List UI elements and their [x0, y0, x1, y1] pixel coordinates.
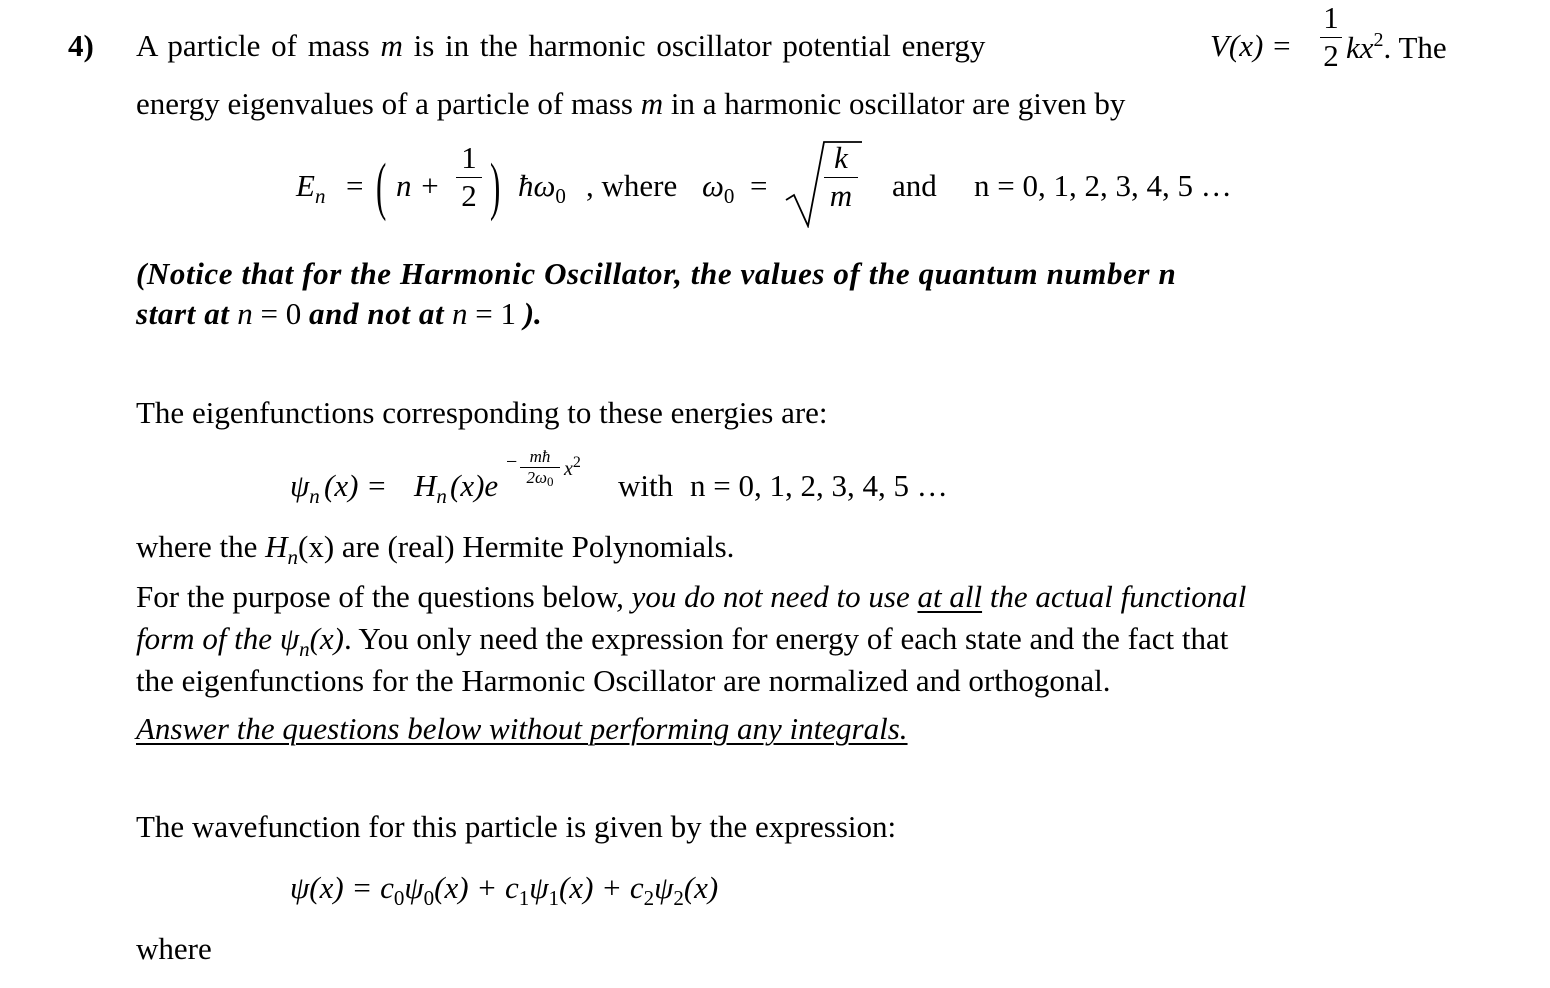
hermite-H-sub: n: [287, 545, 298, 569]
eigen-H-arg: (x)e: [450, 468, 499, 503]
exp-den: [520, 469, 560, 489]
hbar-omega: [518, 170, 566, 207]
potential-lhs: V(x) =: [1210, 28, 1293, 63]
omega0-sub: 0: [723, 184, 735, 208]
eigen-psi-sub: n: [309, 484, 320, 508]
potential-kx: kx: [1346, 30, 1374, 65]
notice-line-1: (Notice that for the Harmonic Oscillator, the values of the quantum number n: [136, 256, 1177, 291]
purpose-line-1: [136, 581, 1246, 612]
eigen-H-symbol: H: [414, 468, 437, 503]
hermite-H-symbol: H: [265, 529, 288, 564]
wf-t0: (x) +: [434, 870, 498, 905]
wf-c0-symbol: c: [380, 870, 394, 905]
intro-text-b: is in the harmonic oscillator potential energy: [402, 28, 986, 63]
problem-number: 4): [68, 28, 94, 63]
wf-psi2-symbol: ψ: [654, 870, 674, 905]
mass-symbol-2: m: [640, 86, 664, 121]
hermite-line: [136, 531, 734, 568]
intro-line-2: [136, 88, 1125, 119]
potential-fraction: [1320, 2, 1342, 72]
intro-text-a: A particle of mass: [136, 28, 381, 63]
wf-c1: [504, 870, 530, 910]
purpose-l2-b: (x): [309, 621, 344, 656]
omega0-text: ω: [702, 168, 724, 203]
exp-x-text: x: [564, 458, 573, 480]
paren-close: ): [490, 148, 501, 223]
purpose-l2-c: . You only need the expression for energy of each state and the fact that: [343, 621, 1229, 656]
sqrt-num: k: [834, 140, 848, 175]
energy-n-values: n = 0, 1, 2, 3, 4, 5 …: [974, 168, 1232, 203]
eigen-psi: [290, 470, 320, 507]
wf-c2-sub: 2: [643, 886, 655, 910]
notice-close: ).: [523, 296, 542, 331]
notice-eq2: = 1: [475, 296, 516, 331]
eigen-with: with: [618, 468, 674, 503]
energy-lhs: [296, 170, 325, 207]
purpose-psi-symbol: ψ: [279, 621, 300, 656]
mass-symbol: m: [380, 28, 403, 63]
intro-line-1: [136, 30, 985, 61]
wf-c1-symbol: c: [504, 870, 519, 905]
intro2-text-b: in a harmonic oscillator are given by: [663, 86, 1126, 121]
purpose-at-all: at all: [917, 579, 983, 614]
and-text: and: [892, 168, 937, 203]
eigen-H-sub: n: [436, 484, 447, 508]
wf-psi1: [529, 870, 559, 910]
wavefunction-intro: The wavefunction for this particle is given by the expression:: [136, 809, 897, 844]
potential-frac-num: 1: [1323, 0, 1339, 35]
purpose-l1-c: the actual functional: [982, 579, 1247, 614]
exp-x: [564, 455, 581, 479]
wf-c2: [629, 870, 655, 910]
eigen-H: [414, 470, 447, 507]
wf-psi0: [404, 870, 435, 910]
energy-fraction: [456, 142, 482, 212]
sqrt-den: m: [829, 177, 853, 213]
wf-psi2: [654, 870, 684, 910]
exp-fraction: [520, 448, 560, 488]
wf-t1: (x) +: [558, 870, 623, 905]
paren-open: (: [376, 148, 387, 223]
eigen-equation: [290, 440, 1010, 508]
hermite-text-a: where the: [136, 529, 258, 564]
eigen-n-values: n = 0, 1, 2, 3, 4, 5 …: [690, 468, 948, 503]
wf-psi2-sub: 2: [673, 886, 684, 910]
notice-n1: n: [237, 296, 253, 331]
exp-minus: −: [506, 451, 518, 473]
intro2-text-a: energy eigenvalues of a particle of mass: [136, 86, 641, 121]
purpose-line-4: Answer the questions below without performing any integrals.: [136, 711, 908, 746]
hbar-omega-text: ħω: [518, 168, 556, 203]
omega0-symbol: [702, 170, 734, 207]
sqrt-fraction: [824, 142, 858, 212]
notice-n2: n: [451, 296, 468, 331]
energy-equation: [296, 136, 1296, 236]
potential-exponent: 2: [1373, 29, 1384, 51]
purpose-l2-a: form of the: [136, 621, 280, 656]
energy-frac-num: 1: [461, 140, 477, 175]
exp-x-pow: 2: [572, 454, 581, 471]
energy-n-plus: n +: [396, 168, 441, 203]
hermite-H: [265, 529, 298, 569]
wf-psi1-sub: 1: [548, 886, 559, 910]
notice-eq1: = 0: [260, 296, 302, 331]
potential-tail: [1346, 30, 1447, 63]
notice-and-not-at: and not at: [309, 296, 445, 331]
wf-arg: (x) =: [309, 870, 373, 905]
potential-after: . The: [1383, 30, 1447, 65]
purpose-l1-a: For the purpose of the questions below,: [136, 579, 632, 614]
where-label: where: [136, 931, 212, 966]
wavefunction-equation: [290, 872, 718, 909]
purpose-l1-b: you do not need to use: [631, 579, 918, 614]
omega-sub: 0: [555, 184, 566, 208]
wf-c0: [380, 870, 405, 910]
energy-equals-2: =: [750, 168, 768, 203]
notice-line-2: [136, 298, 542, 329]
wf-psi: ψ: [290, 870, 310, 905]
notice-start-at: start at: [136, 296, 230, 331]
purpose-line-3: the eigenfunctions for the Harmonic Oscillator are normalized and orthogonal.: [136, 663, 1111, 698]
eigen-psi-arg: (x) =: [324, 468, 388, 503]
where-text: , where: [586, 168, 678, 203]
wf-t2: (x): [683, 870, 719, 905]
exp-num: mħ: [529, 447, 551, 466]
wf-c2-symbol: c: [629, 870, 644, 905]
eigen-intro: The eigenfunctions corresponding to these energies are:: [136, 395, 828, 430]
purpose-psi-sub: n: [299, 637, 310, 661]
potential-frac-den: 2: [1323, 37, 1339, 73]
eigen-psi-symbol: ψ: [290, 468, 310, 503]
energy-E-sub: n: [314, 184, 326, 208]
wf-psi0-symbol: ψ: [404, 870, 424, 905]
wf-c0-sub: 0: [393, 886, 405, 910]
wf-psi0-sub: 0: [423, 886, 435, 910]
energy-frac-den: 2: [461, 177, 477, 213]
exp-den-sub: 0: [547, 473, 554, 489]
wf-c1-sub: 1: [518, 886, 530, 910]
exp-den-text: 2ω: [526, 467, 547, 487]
hermite-text-b: (x) are (real) Hermite Polynomials.: [298, 529, 735, 564]
energy-equals: =: [346, 168, 364, 203]
purpose-psi: [279, 621, 310, 661]
energy-E: E: [296, 168, 315, 203]
wf-psi1-symbol: ψ: [529, 870, 549, 905]
purpose-line-2: [136, 623, 1228, 660]
